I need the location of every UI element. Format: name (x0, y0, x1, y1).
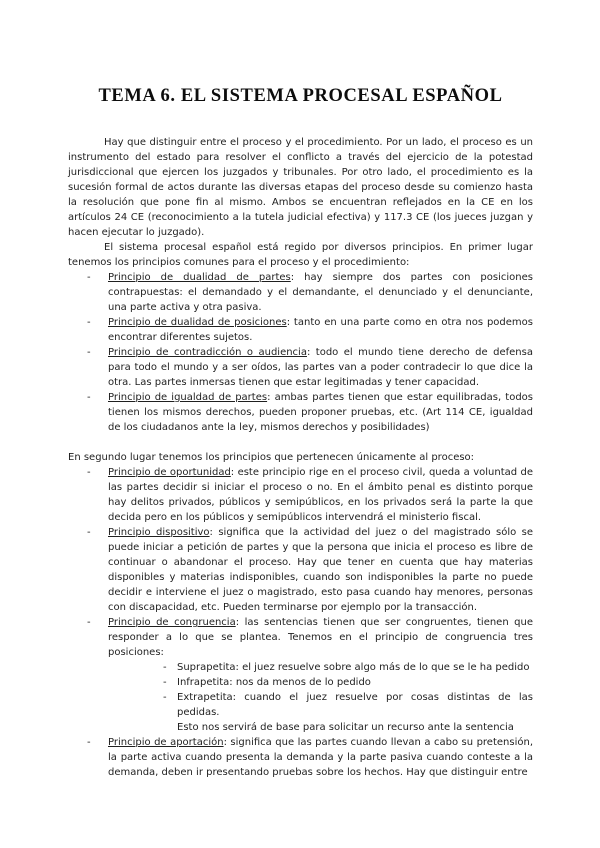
principle-lead: Principio de dualidad de posiciones (108, 317, 287, 328)
principle-lead: Principio de contradicción o audiencia (108, 347, 307, 358)
sub-list-item: - Suprapetita: el juez resuelve sobre algo más de lo que se le ha pedido (108, 660, 533, 675)
sub-list-item: - Infrapetita: nos da menos de lo pedido (108, 675, 533, 690)
principle-text: : hay siempre dos partes con posiciones contrapuestas: el demandado y el demandante, el denunciado y el denunciante, una parte activa y otra pasiva. (108, 272, 533, 313)
list-item (68, 615, 533, 735)
list-item (68, 465, 533, 525)
page-title: TEMA 6. EL SISTEMA PROCESAL ESPAÑOL (98, 86, 503, 106)
principle-text: : este principio rige en el proceso civil, queda a voluntad de las partes decidir si iniciar el proceso o no. En el ámbito penal es distinto porque hay delitos privados, públicos y semipúblicos, en los privados será la parte la que decida pero en los públicos y semipúblicos intervendrá el ministerio fiscal. (108, 467, 533, 523)
sub-list-item: - Extrapetita: cuando el juez resuelve por cosas distintas de las pedidas. (108, 690, 533, 720)
principle-lead: Principio de congruencia (108, 617, 236, 628)
common-principles-intro-paragraph: El sistema procesal español está regido por diversos principios. En primer lugar tenemos los principios comunes para el proceso y el procedimiento: (68, 242, 533, 268)
principle-text: : todo el mundo tiene derecho de defensa para todo el mundo y a ser oídos, las partes van a poder contradecir lo que dice la otra. Las partes inmersas tienen que estar legitimadas y tener capacidad. (108, 347, 533, 388)
congruencia-note: Esto nos servirá de base para solicitar un recurso ante la sentencia (177, 722, 514, 733)
list-item (68, 525, 533, 615)
list-item (68, 390, 533, 435)
congruencia-sub-list (108, 660, 533, 720)
list-item (68, 315, 533, 345)
principle-text: : las sentencias tienen que ser congruentes, tienen que responder a lo que se plantea. Tenemos en el principio de congruencia tres posiciones: (108, 617, 533, 658)
principle-lead: Principio de oportunidad (108, 467, 231, 478)
principle-text: : significa que la actividad del juez o del magistrado sólo se puede iniciar a petición de partes y que la persona que inicia el proceso es libre de continuar o abandonar el proceso. Hay que tener en cuenta que hay materias disponibles y materias indisponibles, cuando son indisponibles la parte no puede decidir e interviene el juez o magistrado, esto pasa cuando hay menores, personas con discapacidad, etc. Pueden terminarse por ejemplo por la transacción. (108, 527, 533, 613)
list-item (68, 735, 533, 780)
list-item (68, 270, 533, 315)
process-principles-list (68, 465, 533, 780)
process-principles-intro-paragraph: En segundo lugar tenemos los principios que pertenecen únicamente al proceso: (68, 452, 475, 463)
principle-lead: Principio de igualdad de partes (108, 392, 268, 403)
list-item (68, 345, 533, 390)
principle-text: : ambas partes tienen que estar equilibradas, todos tienen los mismos derechos, pueden proponer pruebas, etc. (Art 114 CE, igualdad de los ciudadanos ante la ley, mismos derechos y posibilidades) (108, 392, 533, 433)
principle-text: : tanto en una parte como en otra nos podemos encontrar diferentes sujetos. (108, 317, 533, 343)
common-principles-list (68, 270, 533, 435)
principle-lead: Principio de aportación (108, 737, 224, 748)
principle-text: : significa que las partes cuando llevan a cabo su pretensión, la parte activa cuando presenta la demanda y la parte pasiva cuando conteste a la demanda, deben ir presentando pruebas sobre los hechos. Hay que distinguir entre (108, 737, 533, 778)
intro-paragraph: Hay que distinguir entre el proceso y el procedimiento. Por un lado, el proceso es un instrumento del estado para resolver el conflicto a través del ejercicio de la potestad jurisdiccional que ejercen los juzgados y tribunales. Por otro lado, el procedimiento es la sucesión formal de actos durante las diversas etapas del proceso desde su comienzo hasta la resolución que pone fin al mismo. Ambos se encuentran reflejados en la CE en los artículos 24 CE (reconocimiento a la tutela judicial efectiva) y 117.3 CE (los jueces juzgan y hacen ejecutar lo juzgado). (68, 137, 533, 238)
principle-lead: Principio dispositivo (108, 527, 210, 538)
principle-lead: Principio de dualidad de partes (108, 272, 291, 283)
